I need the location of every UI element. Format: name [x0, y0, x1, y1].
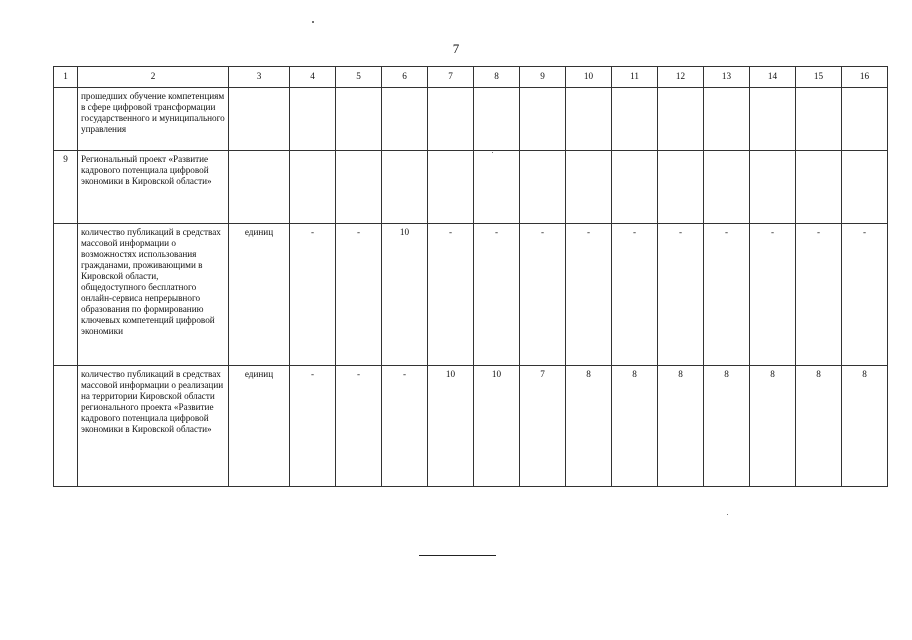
value-cell [336, 88, 382, 151]
column-number: 14 [750, 67, 796, 88]
page-number: 7 [452, 41, 460, 56]
table-header-row [54, 67, 888, 88]
indicator-description: количество публикаций в средствах массовой информации о реализации на территории Кировской области регионального проекта «Развитие кадрового потенциала цифровой экономики в Кировской области» [78, 366, 229, 487]
value-cell: - [290, 224, 336, 366]
column-number: 11 [612, 67, 658, 88]
value-cell [290, 88, 336, 151]
table-row [54, 224, 888, 366]
scan-speck [492, 152, 493, 153]
unit-cell [229, 151, 290, 224]
value-cell [704, 151, 750, 224]
value-cell: - [336, 366, 382, 487]
column-number: 3 [229, 67, 290, 88]
row-number [54, 88, 78, 151]
value-cell [658, 151, 704, 224]
value-cell: 8 [658, 366, 704, 487]
scan-speck [727, 514, 728, 515]
value-cell [612, 88, 658, 151]
value-cell [566, 151, 612, 224]
value-cell: 8 [704, 366, 750, 487]
column-number: 4 [290, 67, 336, 88]
value-cell [842, 88, 888, 151]
value-cell: - [474, 224, 520, 366]
table-row [54, 151, 888, 224]
indicator-description: Региональный проект «Развитие кадрового потенциала цифровой экономики в Кировской области» [78, 151, 229, 224]
column-number: 2 [78, 67, 229, 88]
value-cell: 10 [382, 224, 428, 366]
value-cell [474, 151, 520, 224]
indicator-description: прошедших обучение компетенциям в сфере цифровой трансформации государственного и муниципального управления [78, 88, 229, 151]
value-cell: - [428, 224, 474, 366]
value-cell [520, 88, 566, 151]
value-cell [658, 88, 704, 151]
column-number: 15 [796, 67, 842, 88]
value-cell: 8 [612, 366, 658, 487]
column-number: 5 [336, 67, 382, 88]
value-cell: - [382, 366, 428, 487]
column-number: 12 [658, 67, 704, 88]
value-cell [290, 151, 336, 224]
value-cell: - [704, 224, 750, 366]
column-number: 7 [428, 67, 474, 88]
value-cell: 8 [796, 366, 842, 487]
value-cell [382, 151, 428, 224]
column-number: 8 [474, 67, 520, 88]
value-cell [796, 151, 842, 224]
value-cell [520, 151, 566, 224]
value-cell: - [612, 224, 658, 366]
unit-cell [229, 88, 290, 151]
row-number [54, 224, 78, 366]
value-cell [750, 88, 796, 151]
table-row [54, 88, 888, 151]
value-cell: - [750, 224, 796, 366]
value-cell [428, 151, 474, 224]
value-cell [382, 88, 428, 151]
value-cell [474, 88, 520, 151]
value-cell: - [336, 224, 382, 366]
value-cell: - [290, 366, 336, 487]
value-cell: 8 [750, 366, 796, 487]
value-cell: - [658, 224, 704, 366]
value-cell [750, 151, 796, 224]
value-cell: 8 [842, 366, 888, 487]
value-cell [704, 88, 750, 151]
footer-rule [419, 555, 496, 556]
value-cell: 7 [520, 366, 566, 487]
value-cell: - [796, 224, 842, 366]
row-number [54, 366, 78, 487]
column-number: 16 [842, 67, 888, 88]
table-row [54, 366, 888, 487]
value-cell [428, 88, 474, 151]
indicators-table [53, 66, 888, 487]
unit-cell: единиц [229, 366, 290, 487]
column-number: 9 [520, 67, 566, 88]
row-number: 9 [54, 151, 78, 224]
column-number: 6 [382, 67, 428, 88]
indicator-description: количество публикаций в средствах массовой информации о возможностях использования гражданами, проживающими в Кировской области, общедоступного бесплатного онлайн-сервиса непрерывного образования по формированию ключевых компетенций цифровой экономики [78, 224, 229, 366]
column-number: 13 [704, 67, 750, 88]
value-cell [612, 151, 658, 224]
value-cell: 8 [566, 366, 612, 487]
value-cell: 10 [474, 366, 520, 487]
scan-speck [312, 21, 314, 23]
value-cell: - [520, 224, 566, 366]
value-cell [842, 151, 888, 224]
value-cell: - [842, 224, 888, 366]
value-cell [336, 151, 382, 224]
value-cell [566, 88, 612, 151]
column-number: 10 [566, 67, 612, 88]
value-cell [796, 88, 842, 151]
value-cell: 10 [428, 366, 474, 487]
value-cell: - [566, 224, 612, 366]
unit-cell: единиц [229, 224, 290, 366]
column-number: 1 [54, 67, 78, 88]
